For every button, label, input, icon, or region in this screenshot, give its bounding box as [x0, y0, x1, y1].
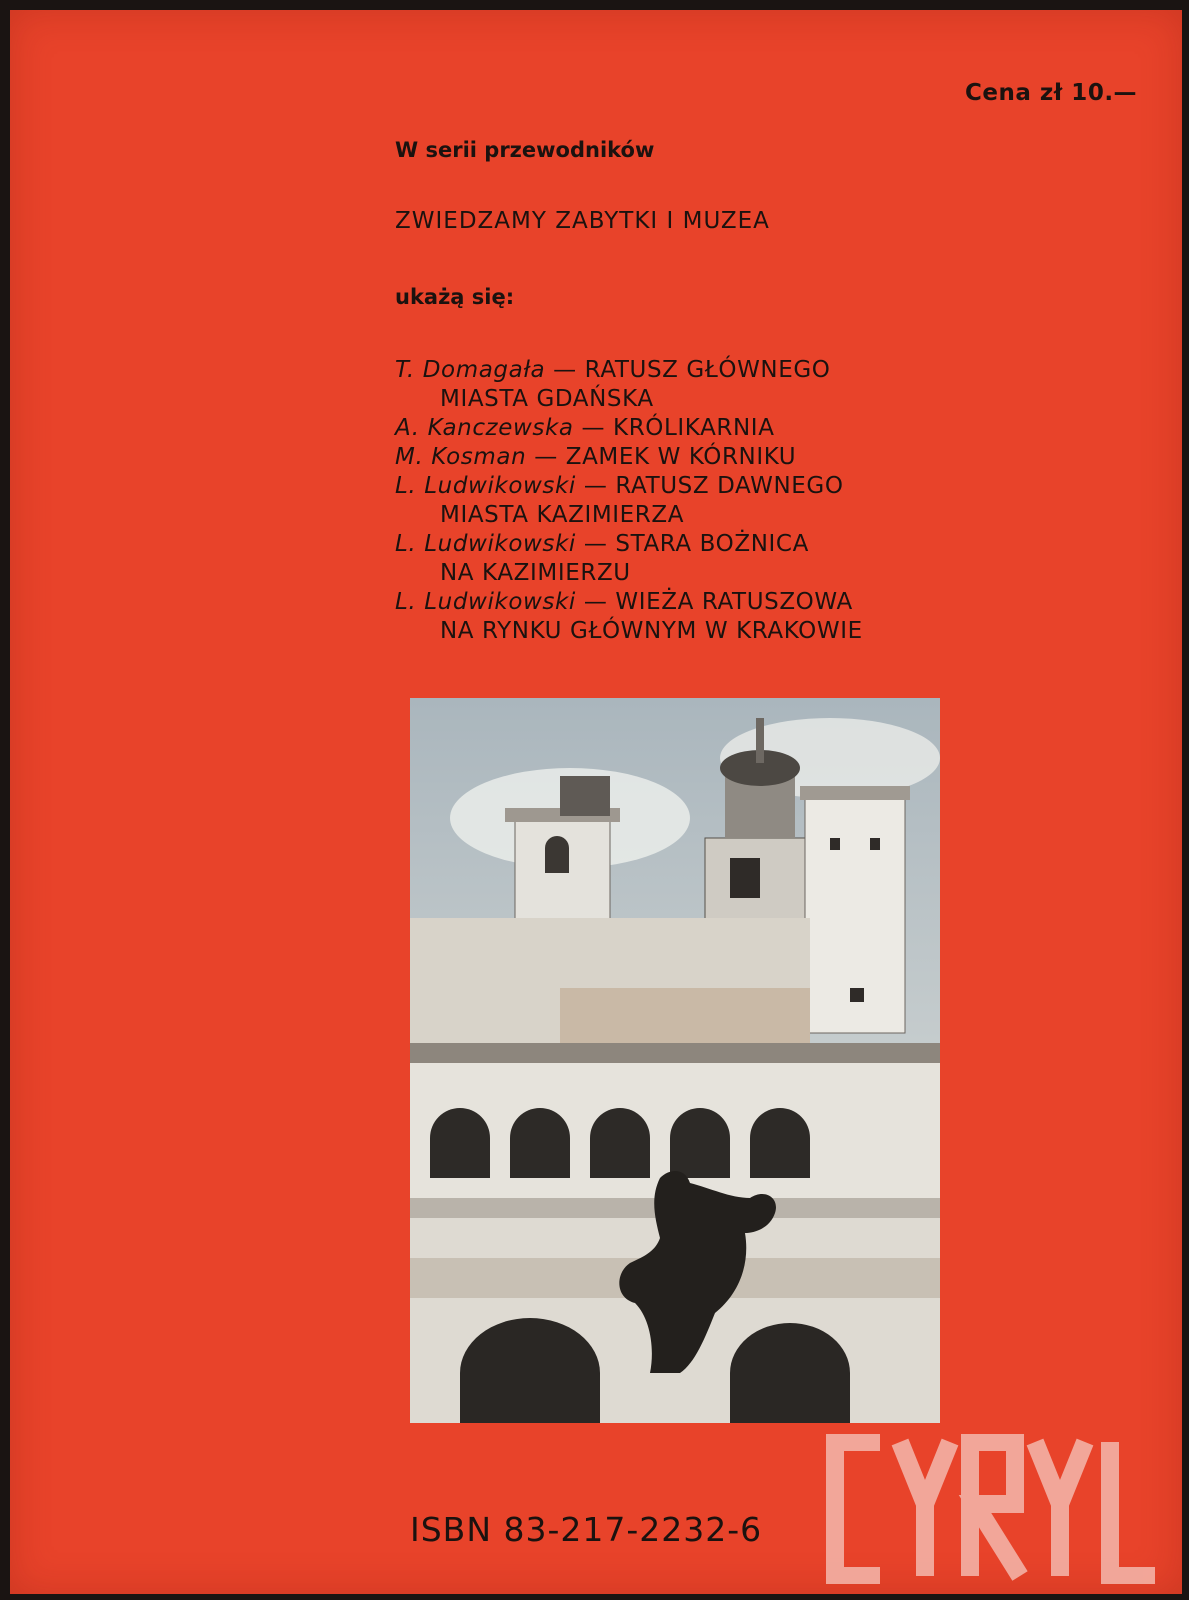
- book-entry: [395, 472, 995, 530]
- dash: —: [583, 589, 608, 615]
- book-back-cover: [10, 10, 1182, 1594]
- book-author: L. Ludwikowski: [395, 531, 576, 557]
- dash: —: [583, 531, 608, 557]
- price-label: Cena zł 10.—: [965, 80, 1138, 106]
- book-author: T. Domagała: [395, 357, 546, 383]
- town-hall-illustration: [410, 698, 940, 1423]
- book-entry: [395, 443, 995, 472]
- dash: —: [553, 357, 577, 383]
- dash: —: [581, 415, 606, 441]
- book-title-continued: NA KAZIMIERZU: [440, 560, 631, 586]
- dash: —: [583, 473, 608, 499]
- book-entry: [395, 414, 995, 443]
- cyryl-watermark-logo: [825, 1434, 1165, 1584]
- book-title: STARA BOŻNICA: [615, 531, 809, 557]
- book-entry: [395, 588, 995, 646]
- book-entry: [395, 356, 995, 414]
- book-title: RATUSZ GŁÓWNEGO: [584, 357, 831, 383]
- book-author: M. Kosman: [395, 444, 527, 470]
- series-name: ZWIEDZAMY ZABYTKI I MUZEA: [395, 208, 770, 234]
- book-title: WIEŻA RATUSZOWA: [615, 589, 853, 615]
- forthcoming-heading: ukażą się:: [395, 285, 515, 309]
- book-title-continued: MIASTA GDAŃSKA: [440, 386, 654, 412]
- book-title: KRÓLIKARNIA: [613, 415, 775, 441]
- book-title: RATUSZ DAWNEGO: [615, 473, 844, 499]
- book-title: ZAMEK W KÓRNIKU: [565, 444, 797, 470]
- book-title-continued: NA RYNKU GŁÓWNYM W KRAKOWIE: [440, 618, 863, 644]
- book-author: A. Kanczewska: [395, 415, 574, 441]
- book-list: [395, 356, 995, 646]
- isbn: ISBN 83-217-2232-6: [410, 1510, 763, 1549]
- book-author: L. Ludwikowski: [395, 473, 576, 499]
- dash: —: [534, 444, 558, 470]
- town-hall-photo: [410, 698, 940, 1423]
- book-title-continued: MIASTA KAZIMIERZA: [440, 502, 685, 528]
- book-entry: [395, 530, 995, 588]
- book-author: L. Ludwikowski: [395, 589, 576, 615]
- series-intro: W serii przewodników: [395, 138, 655, 162]
